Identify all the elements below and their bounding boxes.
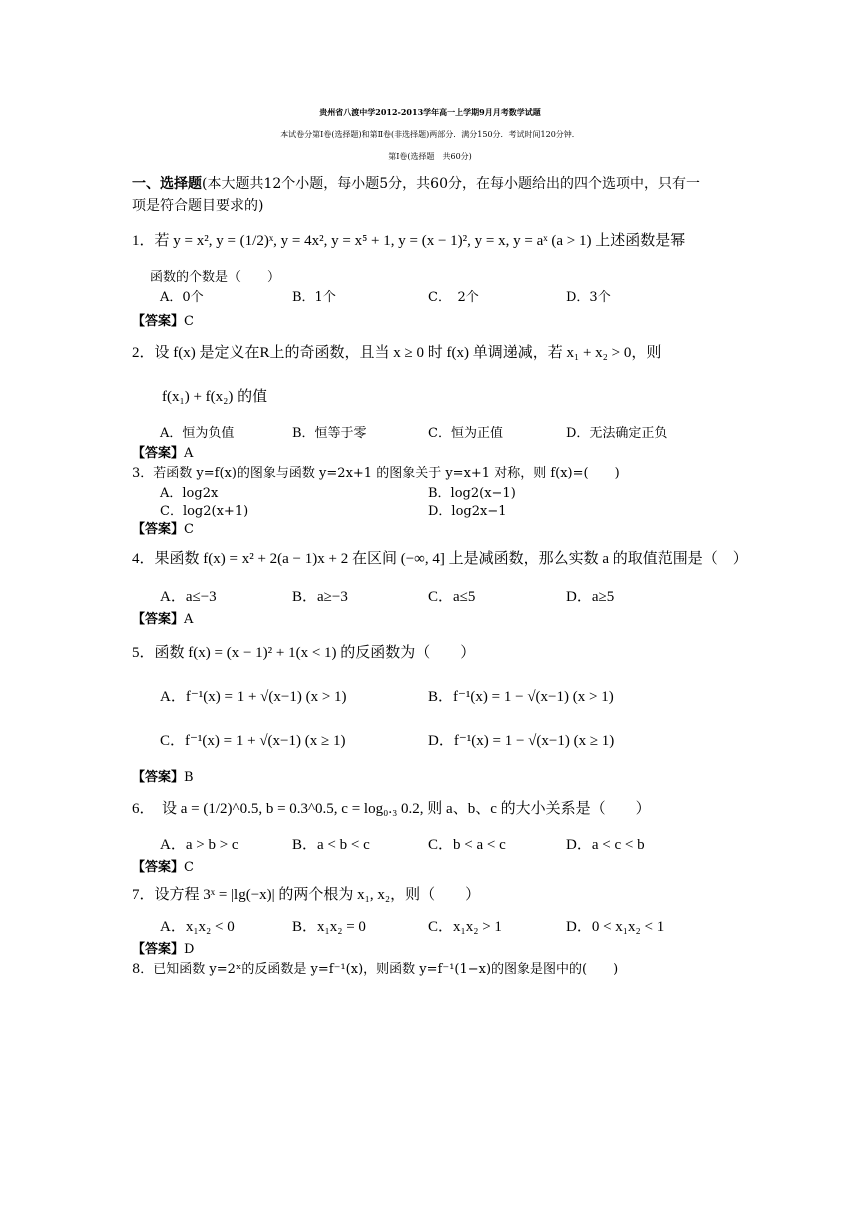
q3-option-d: D．log2x−1 bbox=[428, 504, 507, 519]
q1-answer bbox=[132, 314, 194, 330]
answer-label: 【答案】 bbox=[132, 942, 185, 957]
q7-stem-line1: 7．设方程 3ˣ = |lg(−x)| 的两个根为 x₁, x₂，则（ ） bbox=[132, 887, 481, 903]
q8-stem-line1: 8．已知函数 y=2ˣ的反函数是 y=f⁻¹(x)，则函数 y=f⁻¹(1−x)的图象是图中的( ) bbox=[132, 962, 619, 977]
q7-option-c: C．x₁x₂ > 1 bbox=[428, 919, 502, 935]
q2-stem-line2: f(x₁) + f(x₂) 的值 bbox=[162, 389, 268, 405]
q4-option-d: D．a≥5 bbox=[566, 589, 615, 605]
q4-option-b: B．a≥−3 bbox=[292, 589, 348, 605]
q3-answer bbox=[132, 522, 194, 538]
answer-label: 【答案】 bbox=[132, 770, 185, 785]
part1-heading: 第Ⅰ卷(选择题 共60分) bbox=[388, 152, 472, 161]
exam-intro: 本试卷分第Ⅰ卷(选择题)和第Ⅱ卷(非选择题)两部分．满分150分．考试时间120分钟． bbox=[280, 130, 580, 139]
q2-answer bbox=[132, 446, 193, 462]
answer-label: 【答案】 bbox=[132, 314, 185, 329]
q2-stem-line1: 2．设 f(x) 是定义在R上的奇函数，且当 x ≥ 0 时 f(x) 单调递减，若 x₁ + x₂ > 0，则 bbox=[132, 345, 662, 361]
q6-stem-line1: 6． 设 a = (1/2)^0.5, b = 0.3^0.5, c = log₀.₃ 0.2, 则 a、b、c 的大小关系是（ ） bbox=[132, 801, 651, 817]
q3-option-a: A．log2x bbox=[160, 486, 219, 501]
q5-answer bbox=[132, 770, 194, 786]
q3-stem-line1: 3．若函数 y=f(x)的图象与函数 y=2x+1 的图象关于 y=x+1 对称，则 f(x)=( ) bbox=[132, 466, 620, 481]
section-instr-2: 项是符合题目要求的) bbox=[132, 198, 264, 214]
q3-answer-value: C bbox=[184, 522, 194, 537]
q6-answer-value: C bbox=[184, 860, 194, 875]
q7-option-a: A．x₁x₂ < 0 bbox=[160, 919, 235, 935]
exam-title: 贵州省八渡中学2012-2013学年高一上学期9月月考数学试题 bbox=[319, 107, 541, 117]
section-heading: 一、选择题 bbox=[132, 176, 202, 192]
q2-option-b: B．恒等于零 bbox=[292, 426, 367, 441]
answer-label: 【答案】 bbox=[132, 446, 185, 461]
q5-option-a: A．f⁻¹(x) = 1 + √(x−1) (x > 1) bbox=[160, 689, 347, 705]
q2-answer-value: A bbox=[184, 446, 194, 461]
q1-stem-line2: 函数的个数是（ ） bbox=[150, 270, 281, 285]
q7-option-d: D．0 < x₁x₂ < 1 bbox=[566, 919, 665, 935]
q1-answer-value: C bbox=[184, 314, 194, 329]
q4-answer-value: A bbox=[184, 612, 194, 627]
q6-option-d: D．a < c < b bbox=[566, 837, 645, 853]
q4-answer bbox=[132, 612, 193, 628]
q5-stem-line1: 5．函数 f(x) = (x − 1)² + 1(x < 1) 的反函数为（ ） bbox=[132, 645, 476, 661]
section-instructions bbox=[132, 176, 700, 193]
q6-option-b: B．a < b < c bbox=[292, 837, 370, 853]
q2-option-a: A．恒为负值 bbox=[160, 426, 235, 441]
q3-option-b: B．log2(x−1) bbox=[428, 486, 516, 501]
q7-answer bbox=[132, 942, 194, 958]
q1-option-a: A．0个 bbox=[160, 290, 204, 305]
q6-answer bbox=[132, 860, 194, 876]
q1-stem-line1: 1．若 y = x², y = (1/2)ˣ, y = 4x², y = x⁵ + 1, y = (x − 1)², y = x, y = aˣ (a > 1) 上述函数是幂 bbox=[132, 233, 686, 249]
q4-option-a: A．a≤−3 bbox=[160, 589, 217, 605]
answer-label: 【答案】 bbox=[132, 522, 185, 537]
answer-label: 【答案】 bbox=[132, 860, 185, 875]
q4-stem-line1: 4．果函数 f(x) = x² + 2(a − 1)x + 2 在区间 (−∞, 4] 上是减函数，那么实数 a 的取值范围是（ ） bbox=[132, 551, 748, 567]
q7-answer-value: D bbox=[184, 942, 195, 957]
q5-option-c: C．f⁻¹(x) = 1 + √(x−1) (x ≥ 1) bbox=[160, 733, 346, 749]
q1-option-c: C． 2个 bbox=[428, 290, 479, 305]
q5-answer-value: B bbox=[184, 770, 194, 785]
q3-option-c: C．log2(x+1) bbox=[160, 504, 249, 519]
q6-option-c: C．b < a < c bbox=[428, 837, 506, 853]
q1-option-d: D．3个 bbox=[566, 290, 611, 305]
q4-option-c: C．a≤5 bbox=[428, 589, 476, 605]
section-instr-1: (本大题共12个小题，每小题5分，共60分，在每小题给出的四个选项中，只有一 bbox=[202, 176, 700, 192]
q5-option-d: D．f⁻¹(x) = 1 − √(x−1) (x ≥ 1) bbox=[428, 733, 615, 749]
q7-option-b: B．x₁x₂ = 0 bbox=[292, 919, 366, 935]
q6-option-a: A．a > b > c bbox=[160, 837, 239, 853]
q2-option-c: C．恒为正值 bbox=[428, 426, 503, 441]
q5-option-b: B．f⁻¹(x) = 1 − √(x−1) (x > 1) bbox=[428, 689, 614, 705]
q1-option-b: B．1个 bbox=[292, 290, 336, 305]
q2-option-d: D．无法确定正负 bbox=[566, 426, 668, 441]
answer-label: 【答案】 bbox=[132, 612, 185, 627]
